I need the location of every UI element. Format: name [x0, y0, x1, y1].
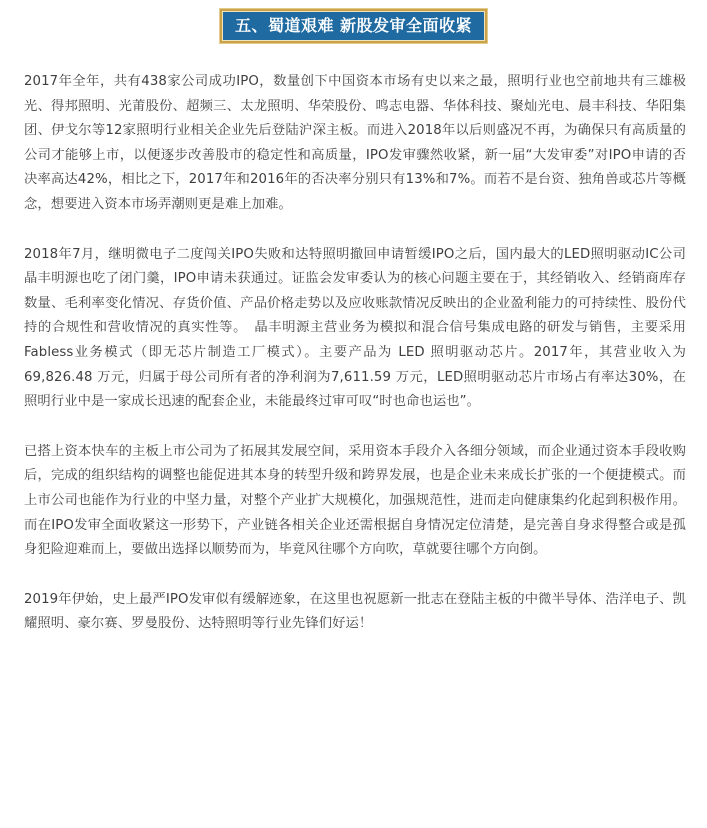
- article-body: [24, 70, 686, 662]
- section-header: [0, 8, 707, 44]
- section-title-frame: [219, 8, 488, 44]
- paragraph-1: 2017年全年，共有438家公司成功IPO，数量创下中国资本市场有史以来之最，照明行业也空前地共有三雄极光、得邦照明、光莆股份、超频三、太龙照明、华荣股份、鸣志电器、华体科技、聚灿光电、晨丰科技、华阳集团、伊戈尔等12家照明行业相关企业先后登陆沪深主板。而进入2018年以后则盛况不再，为确保只有高质量的公司才能够上市，以便逐步改善股市的稳定性和高质量，IPO发审骤然收紧，新一届“大发审委”对IPO申请的否决率高达42%，相比之下，2017年和2016年的否决率分别只有13%和7%。而若不是台资、独角兽或芯片等概念，想要进入资本市场弄潮则更是难上加难。: [24, 74, 686, 212]
- section-title: 五、蜀道艰难 新股发审全面收紧: [222, 11, 485, 41]
- paragraph-3: 已搭上资本快车的主板上市公司为了拓展其发展空间，采用资本手段介入各细分领域，而企业通过资本手段收购后，完成的组织结构的调整也能促进其本身的转型升级和跨界发展，也是企业未来成长扩张的一个便捷模式。而上市公司也能作为行业的中坚力量，对整个产业扩大规模化，加强规范性，进而走向健康集约化起到积极作用。而在IPO发审全面收紧这一形势下，产业链各相关企业还需根据自身情况定位清楚，是完善自身求得整合或是孤身犯险迎难而上，要做出选择以顺势而为，毕竟风往哪个方向吹，草就要往哪个方向倒。: [24, 443, 686, 558]
- paragraph-4: 2019年伊始，史上最严IPO发审似有缓解迹象，在这里也祝愿新一批志在登陆主板的中微半导体、浩洋电子、凯耀照明、豪尔赛、罗曼股份、达特照明等行业先锋们好运！: [24, 591, 686, 632]
- paragraph-2: 2018年7月，继明微电子二度闯关IPO失败和达特照明撤回申请暂缓IPO之后，国内最大的LED照明驱动IC公司晶丰明源也吃了闭门羹，IPO申请未获通过。证监会发审委认为的核心问题主要在于，其经销收入、经销商库存数量、毛利率变化情况、存货价值、产品价格走势以及应收账款情况反映出的企业盈利能力的可持续性、股份代持的合规性和营收情况的真实性等。 晶丰明源主营业务为模拟和混合信号集成电路的研发与销售，主要采用Fabless业务模式（即无芯片制造工厂模式）。主要产品为 LED 照明驱动芯片。2017年，其营业收入为69,826.48 万元，归属于母公司所有者的净利润为7,611.59 万元，LED照明驱动芯片市场占有率达30%，在照明行业中是一家成长迅速的配套企业，未能最终过审可叹“时也命也运也”。: [24, 246, 686, 410]
